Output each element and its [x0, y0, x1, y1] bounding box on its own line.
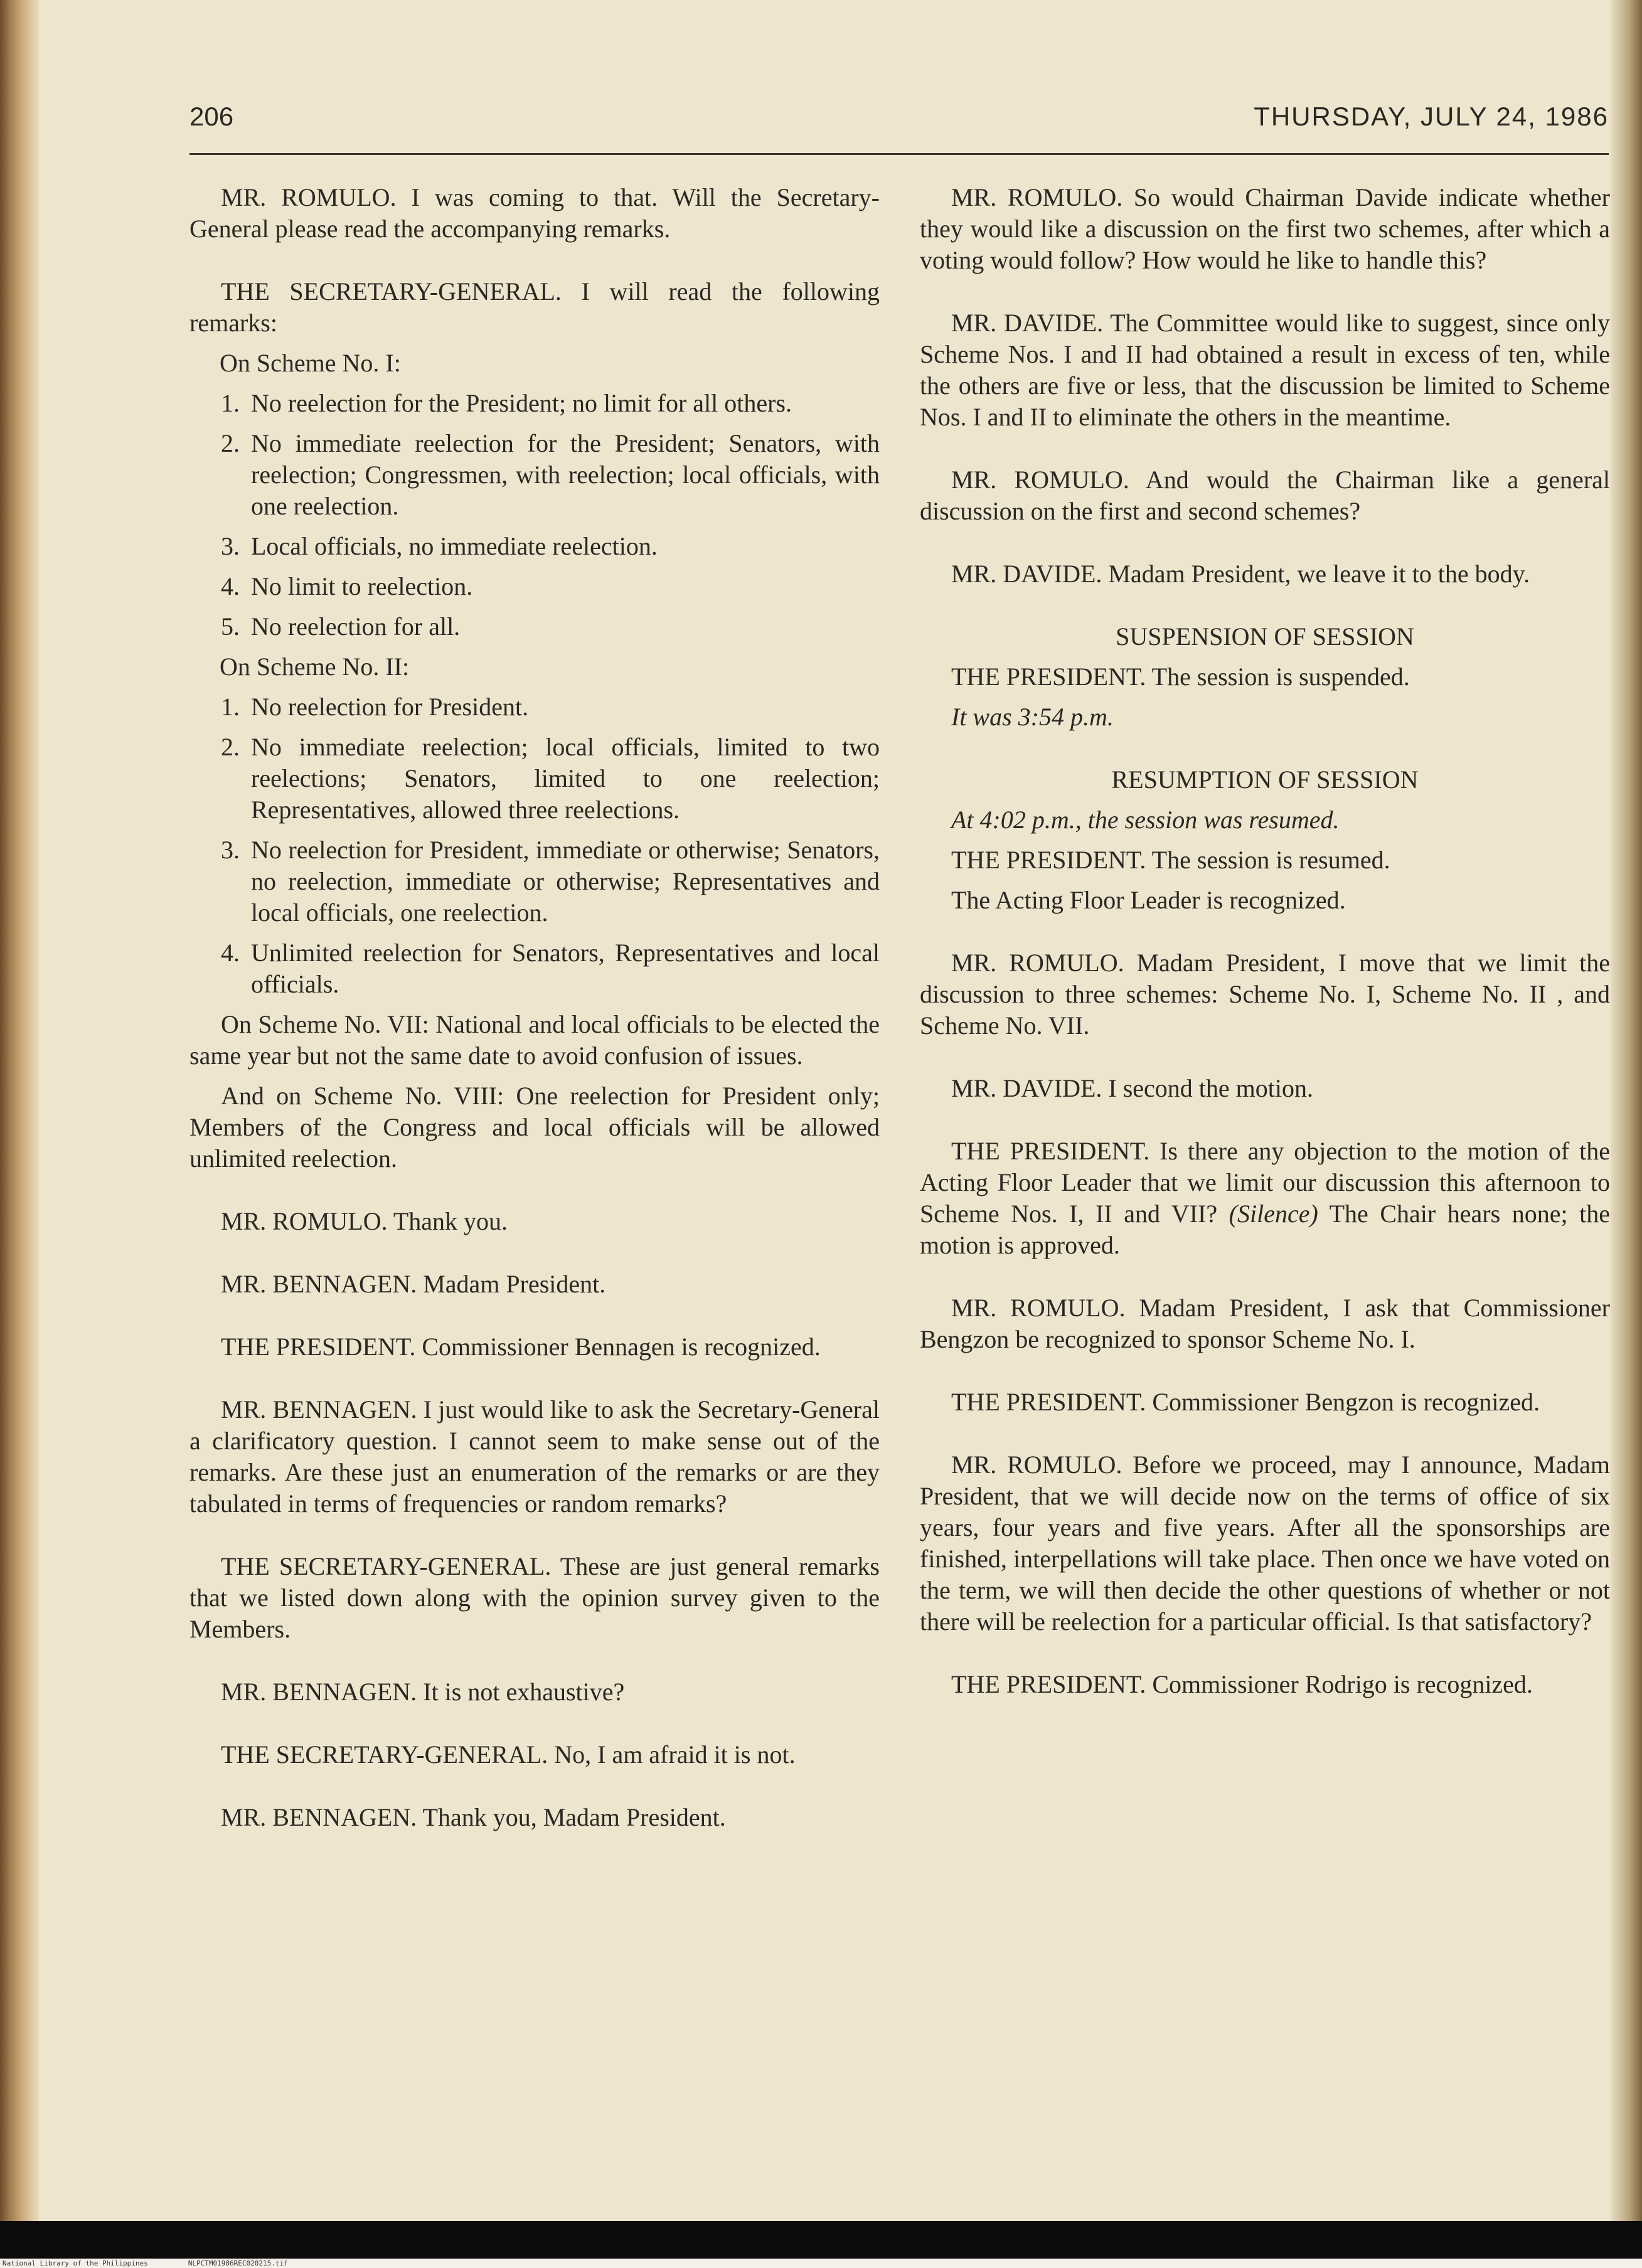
paragraph: THE SECRETARY-GENERAL. These are just general remarks that we listed down along with the opinion survey given to the Members. [189, 1552, 880, 1643]
session-note: At 4:02 p.m., the session was resumed. [951, 806, 1340, 834]
list-item: 4. Unlimited reelection for Senators, Representatives and local officials. [221, 939, 880, 998]
paragraph: THE SECRETARY-GENERAL. I will read the following remarks: [189, 277, 880, 337]
left-column [189, 182, 880, 1833]
right-column [920, 182, 1610, 1700]
paragraph: MR. BENNAGEN. Thank you, Madam President. [221, 1803, 726, 1831]
paragraph: MR. BENNAGEN. I just would like to ask the Secretary-General a clarificatory question. I cannot seem to make sense out of the remarks. Are these just an enumeration of the remarks or are they tabulated in terms of frequencies or random remarks? [189, 1395, 880, 1518]
paragraph: MR. DAVIDE. I second the motion. [951, 1074, 1313, 1102]
paragraph: MR. BENNAGEN. It is not exhaustive? [221, 1678, 625, 1706]
paragraph: THE PRESIDENT. Commissioner Bengzon is recognized. [951, 1388, 1540, 1416]
scan-footer [0, 2259, 1642, 2268]
paragraph: MR. DAVIDE. Madam President, we leave it to the body. [951, 560, 1530, 588]
section-heading: SUSPENSION OF SESSION [1116, 622, 1414, 651]
list-item: 4. No limit to reelection. [221, 572, 473, 600]
paragraph: THE PRESIDENT. Is there any objection to the motion of the Acting Floor Leader that we limit our discussion this afternoon to Scheme Nos. I, II and VII? (Silence) The Chair hears none; the motion is approved. [920, 1137, 1611, 1259]
list-item: 3. Local officials, no immediate reelection. [221, 532, 658, 560]
section-heading: RESUMPTION OF SESSION [1111, 765, 1419, 794]
list-item: 2. No immediate reelection; local officials, limited to two reelections; Senators, limited to one reelection; Representatives, allowed three reelections. [221, 733, 880, 824]
footer-file: NLPCTM01986REC020215.tif [188, 2259, 288, 2267]
paragraph: On Scheme No. VII: National and local officials to be elected the same year but not the same date to avoid confusion of issues. [189, 1010, 880, 1070]
list-item: 3. No reelection for President, immediate or otherwise; Senators, no reelection, immediate or otherwise; Representatives and local officials, one reelection. [221, 836, 880, 927]
paragraph: THE SECRETARY-GENERAL. No, I am afraid it is not. [221, 1740, 796, 1769]
session-note: It was 3:54 p.m. [951, 703, 1114, 731]
paragraph: The Acting Floor Leader is recognized. [951, 886, 1346, 914]
header-rule [189, 153, 1609, 155]
paragraph: MR. ROMULO. Madam President, I move that we limit the discussion to three schemes: Scheme No. I, Scheme No. II , and Scheme No. VII. [920, 949, 1610, 1040]
scheme-heading: On Scheme No. I: [220, 349, 401, 377]
page-date: THURSDAY, JULY 24, 1986 [1254, 102, 1609, 131]
paragraph: MR. ROMULO. And would the Chairman like a general discussion on the first and second schemes? [920, 466, 1610, 525]
paragraph: THE PRESIDENT. Commissioner Bennagen is recognized. [221, 1333, 821, 1361]
list-item: 2. No immediate reelection for the President; Senators, with reelection; Congressmen, with reelection; local officials, with one reelection. [221, 429, 880, 520]
paragraph: THE PRESIDENT. Commissioner Rodrigo is recognized. [951, 1670, 1533, 1698]
page-header [189, 102, 1609, 139]
paragraph: THE PRESIDENT. The session is suspended. [951, 663, 1410, 691]
paragraph: MR. ROMULO. So would Chairman Davide indicate whether they would like a discussion on the first two schemes, after which a voting would follow? How would he like to handle this? [920, 183, 1610, 274]
scan-bottom-band [0, 2221, 1642, 2259]
paragraph: THE PRESIDENT. The session is resumed. [951, 846, 1390, 874]
stage-direction: (Silence) [1229, 1200, 1318, 1228]
scheme-heading: On Scheme No. II: [220, 652, 410, 681]
page-number: 206 [189, 102, 234, 131]
list-item: 1. No reelection for the President; no limit for all others. [221, 389, 792, 417]
paragraph: And on Scheme No. VIII: One reelection for President only; Members of the Congress and local officials will be allowed unlimited reelection. [189, 1082, 880, 1173]
list-item: 1. No reelection for President. [221, 693, 529, 721]
page-edge [1611, 0, 1642, 2221]
book-binding [0, 0, 39, 2221]
paragraph: MR. ROMULO. Before we proceed, may I announce, Madam President, that we will decide now on the terms of office of six years, four years and five years. After all the sponsorships are finished, interpellations will take place. Then once we have voted on the term, we will then decide the other questions of whether or not there will be reelection for a particular official. Is that satisfactory? [920, 1451, 1610, 1636]
paragraph: MR. BENNAGEN. Madam President. [221, 1270, 606, 1298]
paragraph: MR. DAVIDE. The Committee would like to suggest, since only Scheme Nos. I and II had obtained a result in excess of ten, while the others are five or less, that the discussion be limited to Scheme Nos. I and II to eliminate the others in the meantime. [920, 309, 1610, 431]
list-item: 5. No reelection for all. [221, 612, 461, 641]
footer-library: National Library of the Philippines [3, 2259, 148, 2267]
paragraph: MR. ROMULO. I was coming to that. Will the Secretary-General please read the accompanying remarks. [189, 183, 880, 243]
paragraph: MR. ROMULO. Thank you. [221, 1207, 508, 1235]
paragraph: MR. ROMULO. Madam President, I ask that Commissioner Bengzon be recognized to sponsor Scheme No. I. [920, 1294, 1610, 1353]
